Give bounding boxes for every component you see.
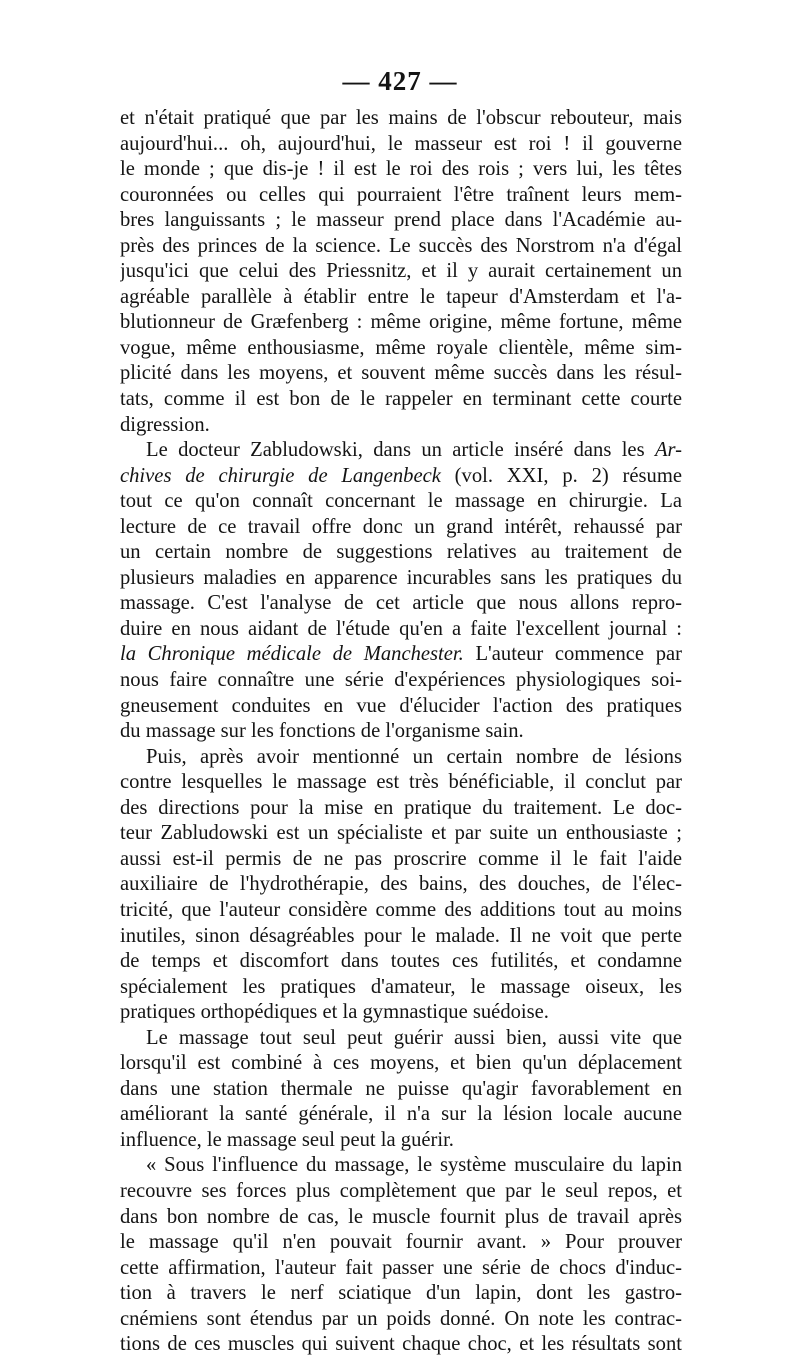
text-line: Le docteur Zabludowski, dans un article inséré dans les Ar- — [146, 439, 682, 462]
italic-title: chives de chirurgie de Langenbeck — [120, 464, 441, 487]
text-line: bres languissants ; le masseur prend place dans l'Académie au- — [120, 209, 682, 232]
text-line: nous faire connaître une série d'expériences physiologiques soi- — [120, 669, 682, 692]
paragraph — [120, 1026, 682, 1154]
text-line: lecture de ce travail offre donc un grand intérêt, rehaussé par — [120, 515, 682, 538]
text-line: spécialement les pratiques d'amateur, le massage oiseux, les — [120, 975, 682, 998]
text-line: teur Zabludowski est un spécialiste et par suite un enthousiaste ; — [120, 822, 682, 845]
text-line: près des princes de la science. Le succès des Norstrom n'a d'égal — [120, 234, 682, 257]
text-line: le monde ; que dis-je ! il est le roi des rois ; vers lui, les têtes — [120, 158, 682, 181]
text-line: tricité, que l'auteur considère comme des additions tout au moins — [120, 898, 682, 921]
text-line: chives de chirurgie de Langenbeck (vol. XXI, p. 2) résume — [120, 464, 682, 487]
text-line: cette affirmation, l'auteur fait passer une série de chocs d'induc- — [120, 1256, 682, 1279]
text-line: massage. C'est l'analyse de cet article que nous allons repro- — [120, 592, 682, 615]
text-line: tout ce qu'on connaît concernant le massage en chirurgie. La — [120, 490, 682, 513]
text-line: lorsqu'il est combiné à ces moyens, et bien qu'un déplacement — [120, 1052, 682, 1075]
text-line: pratiques orthopédiques et la gymnastique suédoise. — [120, 1001, 549, 1024]
text-line: couronnées ou celles qui pourraient l'être traînent leurs mem- — [120, 183, 682, 206]
text-line: tats, comme il est bon de le rappeler en terminant cette courte — [120, 388, 682, 411]
text-line: duire en nous aidant de l'étude qu'en a faite l'excellent journal : — [120, 617, 682, 640]
text-line: inutiles, sinon désagréables pour le malade. Il ne voit que perte — [120, 924, 682, 947]
text-line: plicité dans les moyens, et souvent même succès dans les résul- — [120, 362, 682, 385]
text-line: du massage sur les fonctions de l'organisme sain. — [120, 720, 524, 743]
text-line: Le massage tout seul peut guérir aussi bien, aussi vite que — [146, 1026, 682, 1049]
text-line: blutionneur de Græfenberg : même origine, même fortune, même — [120, 311, 682, 334]
text-line: digression. — [120, 413, 210, 436]
text-line: dans bon nombre de cas, le muscle fournit plus de travail après — [120, 1205, 682, 1228]
text-line: aujourd'hui... oh, aujourd'hui, le masseur est roi ! il gouverne — [120, 132, 682, 155]
text-line: Puis, après avoir mentionné un certain nombre de lésions — [146, 745, 682, 768]
italic-title: Ar- — [654, 439, 682, 462]
text-line: jusqu'ici que celui des Priessnitz, et il y aurait certainement un — [120, 260, 682, 283]
paragraph — [120, 1153, 682, 1357]
paragraph — [120, 745, 682, 1026]
text-line: auxiliaire de l'hydrothérapie, des bains, des douches, de l'élec- — [120, 873, 682, 896]
text-line: la Chronique médicale de Manchester. L'auteur commence par — [120, 643, 682, 666]
text-line: influence, le massage seul peut la guérir. — [120, 1128, 454, 1151]
body-text — [120, 106, 682, 1358]
text-line: améliorant la santé générale, il n'a sur la lésion locale aucune — [120, 1103, 682, 1126]
text-line: de temps et discomfort dans toutes ces futilités, et condamne — [120, 950, 682, 973]
text-line: le massage qu'il n'en pouvait fournir avant. » Pour prouver — [120, 1231, 682, 1254]
text-line: agréable parallèle à établir entre le tapeur d'Amsterdam et l'a- — [120, 285, 682, 308]
text-line: gneusement conduites en vue d'élucider l'action des pratiques — [120, 694, 682, 717]
text-line: recouvre ses forces plus complètement que par le seul repos, et — [120, 1179, 682, 1202]
text-line: tions de ces muscles qui suivent chaque choc, et les résultats sont — [120, 1333, 682, 1356]
text-line: des directions pour la mise en pratique du traitement. Le doc- — [120, 796, 682, 819]
text-line: cnémiens sont étendus par un poids donné. On note les contrac- — [120, 1307, 682, 1330]
text-line: aussi est-il permis de ne pas proscrire comme il le fait l'aide — [120, 847, 682, 870]
text-line: et n'était pratiqué que par les mains de l'obscur rebouteur, mais — [120, 107, 682, 129]
text-line: dans une station thermale ne puisse qu'agir favorablement en — [120, 1077, 682, 1100]
text-line: « Sous l'influence du massage, le système musculaire du lapin — [146, 1154, 682, 1177]
paragraph — [120, 106, 682, 438]
paragraph — [120, 438, 682, 745]
page-number: — 427 — — [342, 66, 458, 96]
text-line: contre lesquelles le massage est très bénéficiable, il conclut par — [120, 771, 682, 794]
text-line: tion à travers le nerf sciatique d'un lapin, dont les gastro- — [120, 1282, 682, 1305]
text-line: un certain nombre de suggestions relatives au traitement de — [120, 541, 682, 564]
text-line: plusieurs maladies en apparence incurables sans les pratiques du — [120, 566, 682, 589]
text-line: vogue, même enthousiasme, même royale clientèle, même sim- — [120, 336, 682, 359]
italic-title: la Chronique médicale de Manchester. — [120, 643, 464, 666]
